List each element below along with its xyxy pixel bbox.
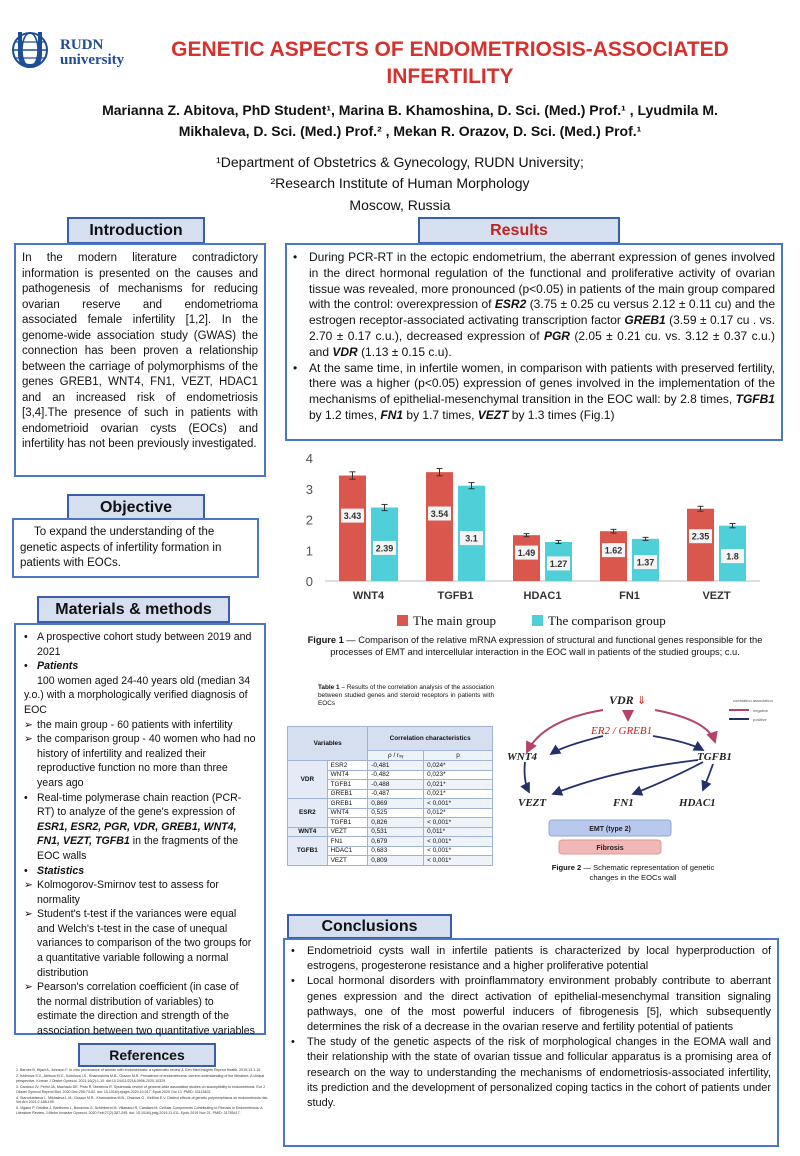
table-row bbox=[288, 761, 493, 771]
col-p: p bbox=[424, 751, 493, 761]
bullet-icon: • bbox=[291, 945, 295, 957]
data-label: 1.62 bbox=[604, 545, 623, 556]
bullet-icon: • bbox=[293, 250, 298, 264]
legend-positive: positive bbox=[753, 717, 767, 722]
objective-heading: Objective bbox=[67, 494, 205, 521]
data-label: 3.54 bbox=[430, 509, 449, 520]
statistics-label: Statistics bbox=[37, 864, 85, 877]
table-p-cell: < 0,001* bbox=[424, 837, 493, 847]
figure2-schema bbox=[503, 680, 788, 890]
y-tick-label: 2 bbox=[305, 512, 313, 528]
table-gene-cell: WNT4 bbox=[327, 770, 368, 780]
table-p-cell: 0,012* bbox=[424, 808, 493, 818]
table-p-cell: < 0,001* bbox=[424, 856, 493, 866]
references-list bbox=[16, 1068, 274, 1152]
node-er2: ER2 bbox=[591, 725, 610, 737]
authors-line: Marianna Z. Abitova, PhD Student¹, Marina B. Khamoshina, D. Sci. (Med.) Prof.¹ , Lyudmila M. Mikhaleva, D. Sci. (Med.) Prof.² , Mekan R. Orazov, D. Sci. (Med.) Prof.¹ bbox=[102, 102, 718, 139]
data-label: 3.1 bbox=[465, 533, 478, 544]
table-group-cell: TGFB1 bbox=[288, 837, 328, 866]
conclusions-box bbox=[283, 938, 779, 1147]
col-variables: Variables bbox=[288, 727, 368, 761]
table-gene-cell: ESR2 bbox=[327, 761, 368, 771]
table-group-cell: WNT4 bbox=[288, 827, 328, 837]
table-group-cell: ESR2 bbox=[288, 799, 328, 828]
table-rho-cell: 0,525 bbox=[368, 808, 424, 818]
bullet-icon: • bbox=[24, 864, 28, 877]
table-gene-cell: HDAC1 bbox=[327, 846, 368, 856]
table-rho-cell: 0,683 bbox=[368, 846, 424, 856]
logo-line-rudn: RUDN bbox=[60, 37, 104, 53]
affiliations bbox=[100, 152, 700, 194]
emt-label: EMT (type 2) bbox=[589, 826, 631, 833]
reference-item: 1. Barnes B, Hijazi A, Johnson F. In vitro provenance of women with endometriosis: a systematic review & Gen Med Insights Reprod Health. 2019;13:1-10. bbox=[16, 1068, 262, 1072]
objective-text: To expand the understanding of the genetic aspects of infertility formation in patients with EOCs. bbox=[20, 526, 222, 569]
table-gene-cell: TGFB1 bbox=[327, 780, 368, 790]
wnt4-vezt-arrow bbox=[525, 762, 530, 792]
arrow-bullet-icon: ➢ bbox=[24, 908, 33, 921]
patients-label: Patients bbox=[37, 660, 79, 673]
table1-label: Table 1 bbox=[318, 684, 340, 691]
table-gene-cell: WNT4 bbox=[327, 808, 368, 818]
objective-box bbox=[12, 518, 259, 578]
list-item: 100 women aged 24-40 years old (median 34 y.o.) with a morphologically verified diagnosis of EOC bbox=[24, 674, 251, 716]
table-header-row bbox=[288, 727, 493, 751]
correlation-table bbox=[287, 726, 493, 866]
table-rho-cell: 0,809 bbox=[368, 856, 424, 866]
table-rho-cell: 0,531 bbox=[368, 827, 424, 837]
results-paragraph-1: • During PCR-RT in the ectopic endometrium, the aberrant expression of genes involved in the direct hormonal regulation of the functional and proliferative activity of ovarian tissue was revealed, more pronounced (p<0.05) in patients of the main group compared with the control: overexpression of ESR2 (3.75 ± 0.25 cu versus 2.12 ± 0.11 cu) and the estrogen receptor-associated activating transcription factor GREB1 (3.59 ± 0.17 cu . vs. 2.70 ± 0.17 c.u.), decreased expression of PGR (2.05 ± 0.21 cu. vs. 3.12 ± 0.37 c.u.) and VDR (1.13 ± 0.15 c.u). bbox=[293, 250, 776, 359]
table-p-cell: < 0,001* bbox=[424, 818, 493, 828]
table-p-cell: 0,021* bbox=[424, 789, 493, 799]
data-label: 2.35 bbox=[691, 531, 710, 542]
node-er2-greb1 bbox=[590, 725, 652, 737]
references-heading: References bbox=[78, 1043, 216, 1067]
table-group-cell: VDR bbox=[288, 761, 328, 799]
tgfb1-fn1-arrow bbox=[633, 762, 703, 794]
list-item: ➢ the main group - 60 patients with infertility bbox=[24, 718, 233, 731]
methods-heading: Materials & methods bbox=[37, 596, 230, 623]
list-item: • Real-time polymerase chain reaction (PCR-RT) to analyze of the gene's expression of ESR1, ESR2, PGR, VDR, GREB1, WNT4, FN1, VEZT, TGFB1 in the fragments of the EOC walls bbox=[24, 791, 242, 862]
tgfb1-vezt-arrow bbox=[553, 760, 698, 794]
list-item: • A prospective cohort study between 2019 and 2021 bbox=[24, 631, 252, 658]
arrow-bullet-icon: ➢ bbox=[24, 981, 33, 994]
reference-item: 3. Cardoso JV, Perini JA, Machado DE, Pinto R, Medeiros R. Systematic review of genome-wide association studies on susceptibility to endometriosis. Eur J Obstet Gynecol Reprod Biol. 2020 Dec;255:74-82. doi: 10.1016/j.ejogrb.2020.10.017. Epub 2020 Oct 13. PMID: 33113402. bbox=[16, 1084, 265, 1094]
table-row bbox=[288, 837, 493, 847]
list-item: ➢ Pearson's correlation coefficient (in case of the normal distribution of variables) to estimate the direction and strength of the association between two quantitative variables bbox=[24, 981, 255, 1038]
bullet-icon: • bbox=[291, 1036, 295, 1049]
y-tick-label: 1 bbox=[305, 543, 313, 559]
er2-tgfb1-arrow bbox=[653, 736, 703, 750]
arrow-bullet-icon: ➢ bbox=[24, 733, 33, 746]
city-line: Moscow, Russia bbox=[349, 197, 451, 213]
methods-box bbox=[14, 623, 266, 1038]
expression-bar-chart bbox=[285, 444, 785, 634]
down-arrow-icon: ⇓ bbox=[637, 694, 647, 707]
x-category-label: FN1 bbox=[619, 590, 640, 602]
logo-line-university: university bbox=[60, 52, 125, 68]
conclusion-item: • Local hormonal disorders with proinflammatory environment probably contribute to aberrant genes expression and the direct activation of epithelial-mesenchymal transition signaling pathways, one of the most powerful inducers of fibrogenesis [5], which subsequently determines the risk of a decrease in the ovarian reserve and fertility potential of patients bbox=[291, 975, 771, 1034]
table-gene-cell: GREB1 bbox=[327, 789, 368, 799]
legend-title: correlation association bbox=[733, 698, 773, 703]
node-fn1: FN1 bbox=[613, 797, 634, 809]
reference-item: 4. Starodubtseva I., Mikhaleva L.M., Orazov M.R., Khamoshina M.B., Orazova G., Kirillina E.V. Distinct effects of genetic polymorphisms on endometriosis risk. Vet Arh 2021;2:188-199. bbox=[16, 1095, 269, 1105]
table1-caption: Table 1 – Results of the correlation analysis of the association between studied genes and steroid receptors in patients with EOCs bbox=[318, 684, 494, 707]
list-item: ➢ Kolmogorov-Smirnov test to assess for normality bbox=[24, 879, 219, 906]
rudn-logo bbox=[6, 28, 146, 74]
conclusion-item: • Endometrioid cysts wall in infertile patients is characterized by local hyperproduction of estrogens, progesterone resistance and a higher proliferative potential bbox=[291, 945, 771, 973]
list-item bbox=[24, 659, 256, 674]
y-tick-label: 3 bbox=[305, 481, 313, 497]
conclusions-heading: Conclusions bbox=[287, 914, 452, 939]
data-label: 1.8 bbox=[726, 551, 739, 562]
table-rho-cell: -0,488 bbox=[368, 780, 424, 790]
data-label: 2.39 bbox=[375, 543, 394, 554]
bullet-icon: • bbox=[24, 660, 28, 673]
data-label: 1.49 bbox=[517, 548, 536, 559]
table-p-cell: 0,023* bbox=[424, 770, 493, 780]
tgfb1-hdac1-arrow bbox=[703, 764, 713, 790]
list-item: ➢ Student's t-test if the variances were equal and Welch's t-test in the case of unequal variances to comparison of the two groups for a quantitative variable following a normal distribution bbox=[24, 908, 252, 979]
list-item: ➢ the comparison group - 40 women who had no history of infertility and realized their reproductive function no more than three years ago bbox=[24, 733, 256, 789]
results-box bbox=[285, 243, 783, 441]
y-tick-label: 0 bbox=[305, 574, 313, 589]
table-gene-cell: TGFB1 bbox=[327, 818, 368, 828]
er2-wnt4-arrow bbox=[551, 736, 603, 754]
legend-swatch-main bbox=[397, 615, 408, 626]
affiliation-2: ²Research Institute of Human Morphology bbox=[270, 175, 530, 191]
node-vezt: VEZT bbox=[518, 797, 547, 809]
bar-main bbox=[426, 472, 453, 581]
results-heading: Results bbox=[418, 217, 620, 244]
poster-title: GENETIC ASPECTS OF ENDOMETRIOSIS-ASSOCIATED INFERTILITY bbox=[171, 38, 729, 88]
pcr-genes: ESR1, ESR2, PGR, VDR, GREB1, WNT4, FN1, VEZT, TGFB1 bbox=[37, 820, 237, 848]
affiliation-1: ¹Department of Obstetrics & Gynecology, RUDN University; bbox=[216, 154, 584, 170]
list-item bbox=[24, 864, 256, 879]
bullet-icon: • bbox=[24, 791, 28, 804]
figure2-caption: Figure 2 — Schematic representation of genetic changes in the EOCs wall bbox=[551, 863, 715, 882]
table-row bbox=[288, 827, 493, 837]
data-label: 3.43 bbox=[343, 511, 362, 522]
rudn-emblem-icon bbox=[6, 28, 58, 74]
table-rho-cell: 0,679 bbox=[368, 837, 424, 847]
introduction-text: In the modern literature contradictory information is presented on the causes and pathogenesis of mechanisms for reducing ovarian reserve and endometrioma associated female infertility [1,2]. In the genome-wide association study (GWAS) the connection has been proven a relationship between the carriage of polymorphisms of the genes GREB1, WNT4, FN1, VEZT, HDAC1 and an increased risk of endometriosis [3,4].The presence of such in patients with endometrioid ovarian cysts (EOCs) and infertility has not been previously investigated. bbox=[22, 252, 258, 450]
figure2-label: Figure 2 bbox=[551, 863, 582, 872]
y-tick-label: 4 bbox=[305, 451, 313, 466]
table-rho-cell: -0,481 bbox=[368, 761, 424, 771]
table-rho-cell: -0,482 bbox=[368, 770, 424, 780]
bullet-icon: • bbox=[24, 631, 28, 643]
results-paragraph-2: • At the same time, in infertile women, in comparison with patients with preserved fertility, there was a higher (p<0.05) expression of genes involved in the implementation of the mechanisms of epithelial-mesenchymal transition in the EOC wall: by 2.8 times, TGFB1 by 1.2 times, FN1 by 1.7 times, VEZT by 1.3 times (Fig.1) bbox=[293, 360, 775, 422]
x-category-label: TGFB1 bbox=[437, 590, 474, 602]
reference-item: 5. Vigano P, Ottolina J, Bartiromo L, Bonavina G, Schimberni M, Villanacci R, Candiani M. Cellular Components Contributing to Fibrosis in Endometriosis: A Literature Review. J Minim Invasive Gynecol. 2020 Feb;27(2):287-295. doi: 10.1016/j.jmig.2019.11.011. Epub 2019 Nov 21. PMID: 31785417. bbox=[16, 1106, 263, 1116]
table-p-cell: 0,011* bbox=[424, 827, 493, 837]
node-tgfb1: TGFB1 bbox=[697, 751, 732, 763]
bullet-icon: • bbox=[291, 975, 295, 988]
table-p-cell: 0,024* bbox=[424, 761, 493, 771]
arrow-bullet-icon: ➢ bbox=[24, 879, 33, 892]
x-category-label: HDAC1 bbox=[523, 590, 562, 602]
legend-negative: negative bbox=[753, 708, 769, 713]
bar-main bbox=[687, 509, 714, 581]
node-vdr: VDR bbox=[609, 693, 634, 707]
conclusion-item: • The study of the genetic aspects of the risk of morphological changes in the EOMA wall and their relationship with the state of ovarian tissue and follicular apparatus is a promising area of research on the way to understanding the mechanisms of endometriosis-associated infertility, its prediction and the development of personalized coping tactics in the cohort of patients under study. bbox=[291, 1036, 771, 1110]
x-category-label: VEZT bbox=[702, 590, 731, 602]
data-label: 1.27 bbox=[549, 558, 568, 569]
table-gene-cell: FN1 bbox=[327, 837, 368, 847]
col-rho: ρ / rₓᵧ bbox=[368, 751, 424, 761]
bullet-icon: • bbox=[293, 360, 298, 375]
introduction-box bbox=[14, 243, 266, 477]
node-slash: / bbox=[609, 725, 619, 737]
table-rho-cell: 0,826 bbox=[368, 818, 424, 828]
figure1-label: Figure 1 bbox=[307, 635, 344, 645]
reference-item: 2. Ishimova S.V., Abitova M.Z., Sokolova I.S., Khamoshina M.B., Orazov M.R. Prevalence of endometrioma: current understanding of the literature: A clinical perspective. Korean J Obstet Gynecol. 2021;16(2):1-10. doi:10.24411/2218-0906-2020-10329. bbox=[16, 1073, 265, 1083]
figure1-caption: Figure 1 — Comparison of the relative mRNA expression of structural and functional genes responsible for the processes of EMT and intercellular interaction in the EOC wall in patients of the studied groups; c.u. bbox=[307, 635, 763, 658]
x-category-label: WNT4 bbox=[352, 590, 385, 602]
table-p-cell: < 0,001* bbox=[424, 799, 493, 809]
arrow-bullet-icon: ➢ bbox=[24, 718, 33, 731]
node-hdac1: HDAC1 bbox=[679, 797, 716, 809]
legend-label-main: The main group bbox=[413, 613, 497, 628]
table-p-cell: 0,021* bbox=[424, 780, 493, 790]
node-wnt4: WNT4 bbox=[507, 751, 537, 763]
legend-swatch-comparison bbox=[532, 615, 543, 626]
table-rho-cell: -0,487 bbox=[368, 789, 424, 799]
fibrosis-label: Fibrosis bbox=[596, 845, 624, 852]
node-greb1: GREB1 bbox=[618, 725, 653, 737]
data-label: 1.37 bbox=[636, 557, 655, 568]
table-p-cell: < 0,001* bbox=[424, 846, 493, 856]
introduction-heading: Introduction bbox=[67, 217, 205, 244]
table-gene-cell: GREB1 bbox=[327, 799, 368, 809]
table-rho-cell: 0,869 bbox=[368, 799, 424, 809]
table-row bbox=[288, 799, 493, 809]
col-correlation: Correlation characteristics bbox=[368, 727, 493, 751]
table-gene-cell: VEZT bbox=[327, 856, 368, 866]
bar-main bbox=[339, 476, 366, 581]
table-gene-cell: VEZT bbox=[327, 827, 368, 837]
legend-label-comparison: The comparison group bbox=[548, 613, 666, 628]
